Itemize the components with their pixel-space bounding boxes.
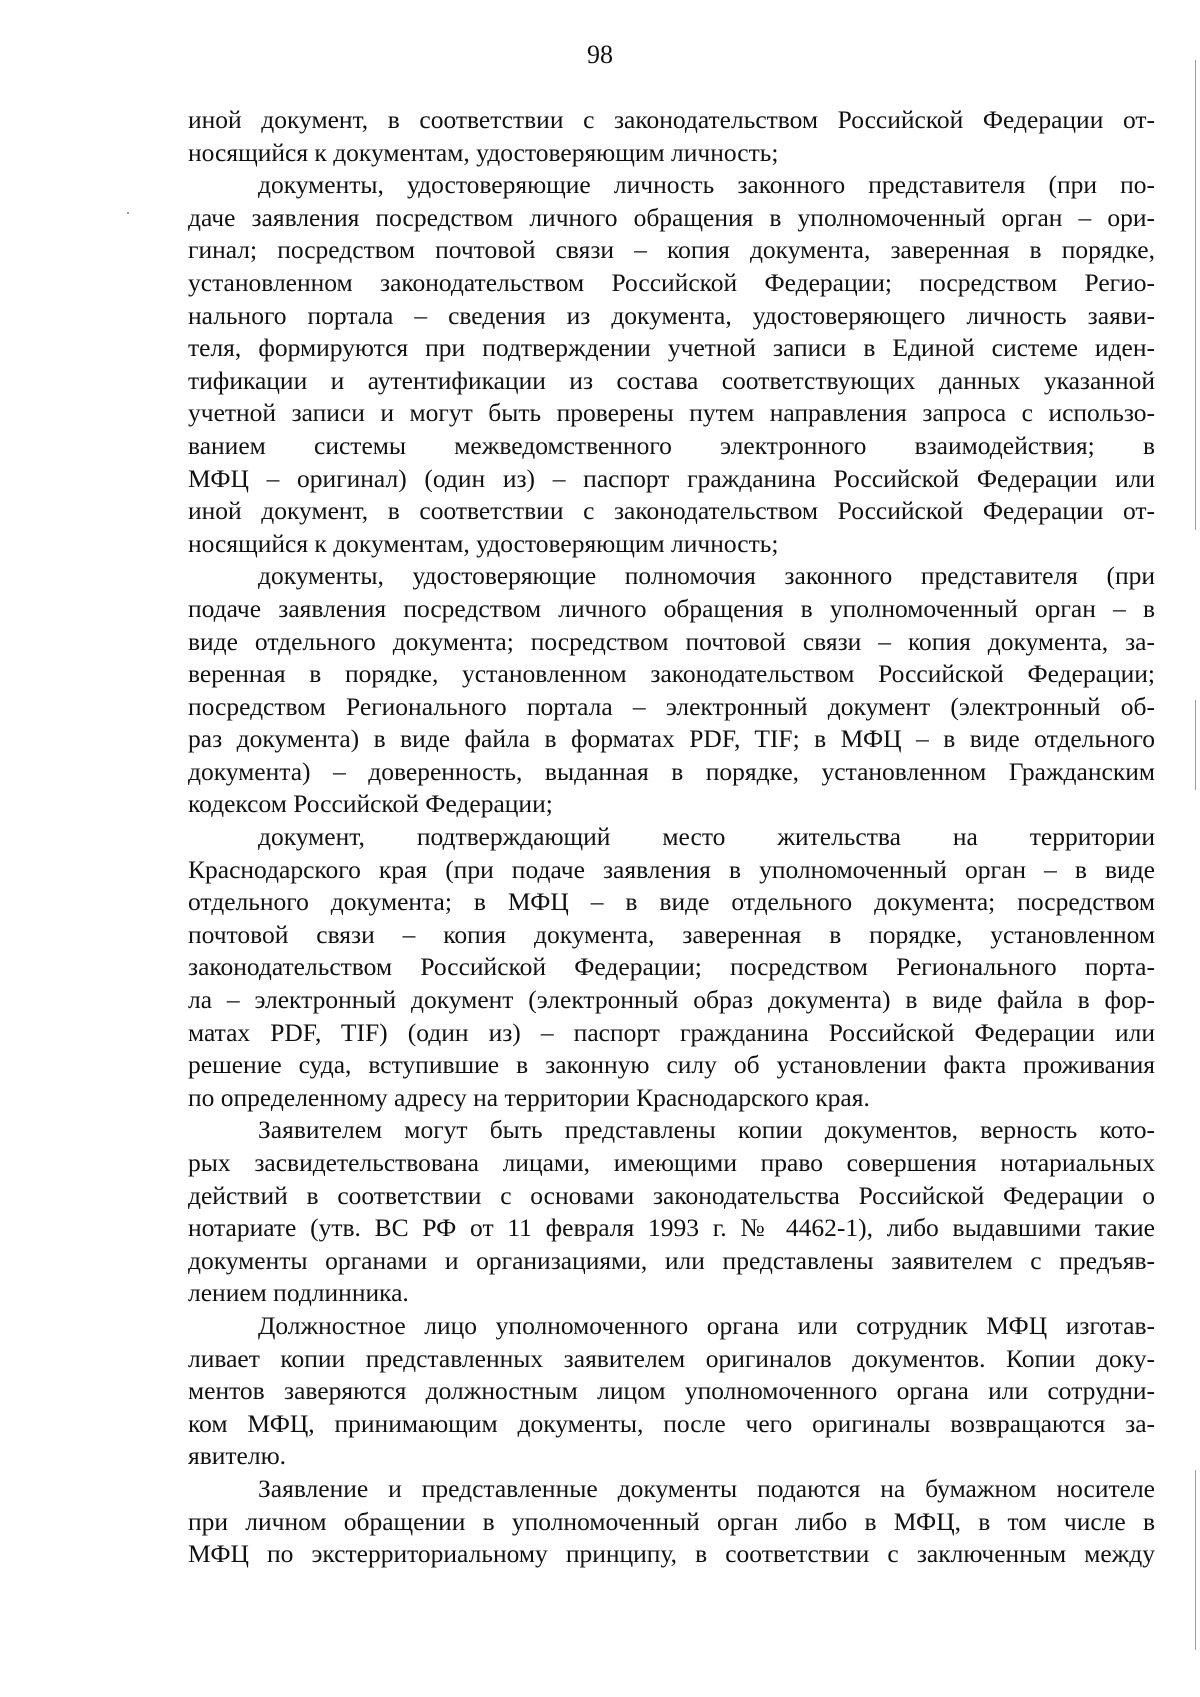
text-line: ванием системы межведомственного электронного взаимодействия; в bbox=[188, 430, 1155, 460]
text-line: носящийся к документам, удостоверяющим личность; bbox=[188, 528, 779, 558]
text-line: кодексом Российской Федерации; bbox=[188, 789, 553, 819]
text-line: посредством Регионального портала – электронный документ (электронный об- bbox=[188, 691, 1155, 721]
text-line: почтовой связи – копия документа, заверенная в порядке, установленном bbox=[188, 919, 1155, 949]
text-line: матах PDF, TIF) (один из) – паспорт гражданина Российской Федерации или bbox=[188, 1017, 1155, 1047]
text-line: нотариате (утв. ВС РФ от 11 февраля 1993 г. № 4462-1), либо выдавшими такие bbox=[188, 1213, 1155, 1243]
scan-speck bbox=[127, 212, 129, 214]
text-line: подаче заявления посредством личного обращения в уполномоченный орган – в bbox=[188, 593, 1155, 623]
text-line: явителю. bbox=[188, 1441, 287, 1471]
text-line: действий в соответствии с основами законодательства Российской Федерации о bbox=[188, 1180, 1155, 1210]
text-line: нального портала – сведения из документа, удостоверяющего личность заяви- bbox=[188, 300, 1155, 330]
text-line: носящийся к документам, удостоверяющим личность; bbox=[188, 137, 779, 167]
text-line: ливает копии представленных заявителем оригиналов документов. Копии доку- bbox=[188, 1343, 1155, 1373]
text-line: гинал; посредством почтовой связи – копия документа, заверенная в порядке, bbox=[188, 235, 1155, 265]
text-line: виде отдельного документа; посредством почтовой связи – копия документа, за- bbox=[188, 626, 1155, 656]
text-line: документа) – доверенность, выданная в порядке, установленном Гражданским bbox=[188, 756, 1155, 786]
scan-edge-mark bbox=[1195, 1470, 1196, 1650]
text-line: раз документа) в виде файла в форматах PDF, TIF; в МФЦ – в виде отдельного bbox=[188, 724, 1155, 754]
text-line: Заявление и представленные документы подаются на бумажном носителе bbox=[258, 1473, 1155, 1503]
text-line: законодательством Российской Федерации; посредством Регионального порта- bbox=[188, 952, 1155, 982]
text-line: документы, удостоверяющие полномочия законного представителя (при bbox=[258, 561, 1155, 591]
text-line: документы органами и организациями, или представлены заявителем с предъяв- bbox=[188, 1245, 1155, 1275]
scan-edge-mark bbox=[1195, 700, 1196, 790]
text-line: МФЦ – оригинал) (один из) – паспорт гражданина Российской Федерации или bbox=[188, 463, 1155, 493]
document-body bbox=[188, 104, 1155, 1571]
text-line: тификации и аутентификации из состава соответствующих данных указанной bbox=[188, 365, 1155, 395]
text-line: отдельного документа; в МФЦ – в виде отдельного документа; посредством bbox=[188, 887, 1155, 917]
text-line: Заявителем могут быть представлены копии документов, верность кото- bbox=[258, 1115, 1155, 1145]
text-line: рых засвидетельствована лицами, имеющими право совершения нотариальных bbox=[188, 1148, 1155, 1177]
text-line: теля, формируются при подтверждении учетной записи в Единой системе иден- bbox=[188, 333, 1155, 363]
text-line: ком МФЦ, принимающим документы, после чего оригиналы возвращаются за- bbox=[188, 1408, 1155, 1438]
text-line: установленном законодательством Российской Федерации; посредством Регио- bbox=[188, 267, 1155, 297]
text-line: МФЦ по экстерриториальному принципу, в соответствии с заключенным между bbox=[188, 1539, 1155, 1569]
text-line: Должностное лицо уполномоченного органа или сотрудник МФЦ изготав- bbox=[258, 1310, 1155, 1340]
scan-edge-mark bbox=[1195, 60, 1196, 530]
text-line: иной документ, в соответствии с законодательством Российской Федерации от- bbox=[188, 105, 1155, 134]
text-line: решение суда, вступившие в законную силу об установлении факта проживания bbox=[188, 1050, 1155, 1080]
text-line: документы, удостоверяющие личность законного представителя (при по- bbox=[258, 170, 1155, 200]
text-line: по определенному адресу на территории Краснодарского края. bbox=[188, 1082, 870, 1112]
text-line: документ, подтверждающий место жительства на территории bbox=[258, 822, 1155, 852]
text-line: лением подлинника. bbox=[188, 1278, 409, 1308]
text-line: учетной записи и могут быть проверены путем направления запроса с использо- bbox=[188, 398, 1155, 428]
text-line: иной документ, в соответствии с законодательством Российской Федерации от- bbox=[188, 496, 1155, 526]
text-line: даче заявления посредством личного обращения в уполномоченный орган – ори- bbox=[188, 202, 1155, 232]
text-line: ментов заверяются должностным лицом уполномоченного органа или сотрудни- bbox=[188, 1376, 1155, 1406]
text-line: при личном обращении в уполномоченный орган либо в МФЦ, в том числе в bbox=[188, 1506, 1155, 1536]
text-line: Краснодарского края (при подаче заявления в уполномоченный орган – в виде bbox=[188, 854, 1155, 884]
text-line: веренная в порядке, установленном законодательством Российской Федерации; bbox=[188, 659, 1155, 689]
text-line: ла – электронный документ (электронный образ документа) в виде файла в фор- bbox=[188, 985, 1155, 1015]
page-number: 98 bbox=[587, 40, 613, 69]
